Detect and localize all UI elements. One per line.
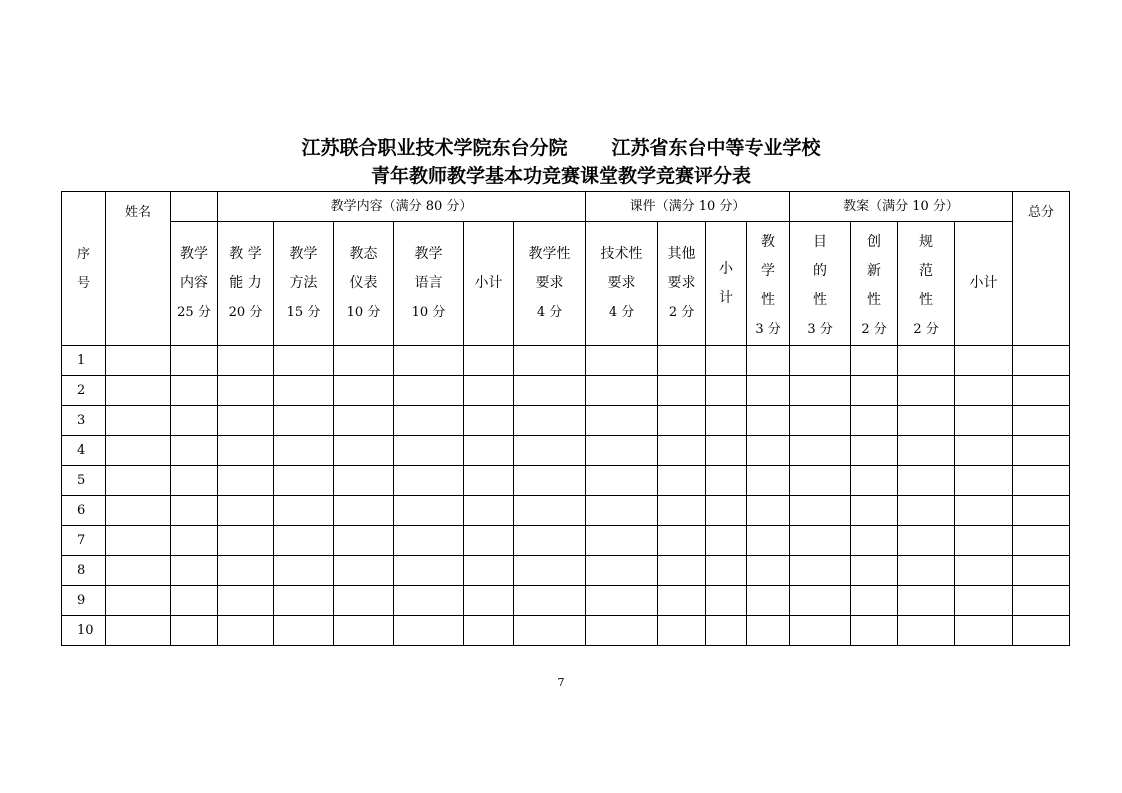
scoring-table <box>61 191 1070 646</box>
score-cell[interactable] <box>334 346 394 376</box>
score-cell[interactable] <box>790 556 851 586</box>
score-cell[interactable] <box>514 406 586 436</box>
score-cell[interactable] <box>706 406 747 436</box>
header-line: 的 <box>813 263 828 279</box>
score-cell[interactable] <box>334 556 394 586</box>
score-cell[interactable] <box>464 406 514 436</box>
header-line: 能 力 <box>229 275 262 291</box>
row-number: 10 <box>62 616 106 646</box>
score-cell[interactable] <box>898 466 955 496</box>
table-row <box>62 406 1070 436</box>
score-cell[interactable] <box>171 406 218 436</box>
score-cell[interactable] <box>747 616 790 646</box>
score-cell[interactable] <box>586 526 658 556</box>
score-cell[interactable] <box>106 556 171 586</box>
score-cell[interactable] <box>706 616 747 646</box>
row-number: 7 <box>62 526 106 556</box>
score-cell[interactable] <box>464 616 514 646</box>
score-cell[interactable] <box>394 376 464 406</box>
row-number: 5 <box>62 466 106 496</box>
score-cell[interactable] <box>394 346 464 376</box>
score-cell[interactable] <box>464 346 514 376</box>
header-line: 目 <box>813 234 828 250</box>
score-cell[interactable] <box>274 436 334 466</box>
score-cell[interactable] <box>747 346 790 376</box>
score-cell[interactable] <box>334 466 394 496</box>
score-cell[interactable] <box>658 526 706 556</box>
header-courseware-col-4 <box>706 222 747 346</box>
score-cell[interactable] <box>218 526 274 556</box>
table-row <box>62 496 1070 526</box>
score-cell[interactable] <box>658 376 706 406</box>
header-plan-col-1 <box>747 222 790 346</box>
score-cell[interactable] <box>851 616 898 646</box>
school-header <box>0 136 1122 160</box>
score-cell[interactable] <box>747 376 790 406</box>
header-group-courseware: 课件（满分 10 分） <box>586 192 790 222</box>
score-cell[interactable] <box>1013 526 1070 556</box>
header-blank <box>171 192 218 222</box>
score-cell[interactable] <box>586 556 658 586</box>
score-cell[interactable] <box>514 436 586 466</box>
score-cell[interactable] <box>394 586 464 616</box>
header-line: 学 <box>761 263 776 279</box>
score-cell[interactable] <box>394 616 464 646</box>
row-number: 3 <box>62 406 106 436</box>
score-cell[interactable] <box>334 616 394 646</box>
header-group-plan: 教案（满分 10 分） <box>790 192 1013 222</box>
header-line: 规 <box>919 234 934 250</box>
score-cell[interactable] <box>790 436 851 466</box>
score-cell[interactable] <box>171 376 218 406</box>
header-line: 要求 <box>607 275 636 291</box>
score-cell[interactable] <box>171 526 218 556</box>
score-cell[interactable] <box>706 526 747 556</box>
header-line: 20 分 <box>228 305 263 320</box>
header-content-col-2 <box>218 222 274 346</box>
score-cell[interactable] <box>658 346 706 376</box>
score-cell[interactable] <box>514 346 586 376</box>
header-content-col-6 <box>464 222 514 346</box>
score-cell[interactable] <box>790 526 851 556</box>
score-cell[interactable] <box>747 496 790 526</box>
score-cell[interactable] <box>586 616 658 646</box>
score-cell[interactable] <box>851 556 898 586</box>
score-cell[interactable] <box>274 556 334 586</box>
score-cell[interactable] <box>898 406 955 436</box>
header-index: 序 号 <box>62 192 106 346</box>
header-line: 内容 <box>180 275 208 291</box>
score-cell[interactable] <box>586 496 658 526</box>
header-line: 2 分 <box>861 322 887 337</box>
header-line: 教态 <box>349 246 378 262</box>
score-cell[interactable] <box>790 406 851 436</box>
score-cell[interactable] <box>464 526 514 556</box>
header-line: 教学 <box>414 246 443 262</box>
score-cell[interactable] <box>955 616 1013 646</box>
header-group-content: 教学内容（满分 80 分） <box>218 192 586 222</box>
table-row <box>62 586 1070 616</box>
score-cell[interactable] <box>898 436 955 466</box>
score-cell[interactable] <box>1013 376 1070 406</box>
score-cell[interactable] <box>218 556 274 586</box>
table-row <box>62 466 1070 496</box>
header-line: 10 分 <box>346 305 381 320</box>
score-cell[interactable] <box>851 586 898 616</box>
score-cell[interactable] <box>955 526 1013 556</box>
score-cell[interactable] <box>334 376 394 406</box>
score-cell[interactable] <box>218 586 274 616</box>
header-line: 性 <box>761 292 776 308</box>
header-content-col-5 <box>394 222 464 346</box>
score-cell[interactable] <box>274 406 334 436</box>
score-cell[interactable] <box>218 376 274 406</box>
table-row <box>62 616 1070 646</box>
score-cell[interactable] <box>955 496 1013 526</box>
score-cell[interactable] <box>1013 436 1070 466</box>
header-line: 4 分 <box>536 305 563 320</box>
row-number: 1 <box>62 346 106 376</box>
header-line: 2 分 <box>913 322 939 337</box>
score-cell[interactable] <box>790 376 851 406</box>
score-cell[interactable] <box>706 496 747 526</box>
score-cell[interactable] <box>955 466 1013 496</box>
header-name: 姓名 <box>106 192 171 346</box>
score-cell[interactable] <box>514 586 586 616</box>
score-cell[interactable] <box>790 466 851 496</box>
score-cell[interactable] <box>394 406 464 436</box>
row-number: 8 <box>62 556 106 586</box>
row-number: 6 <box>62 496 106 526</box>
score-cell[interactable] <box>898 376 955 406</box>
header-line: 小 <box>719 260 734 277</box>
header-line: 小计 <box>969 275 998 291</box>
score-cell[interactable] <box>898 556 955 586</box>
score-cell[interactable] <box>658 466 706 496</box>
header-courseware-col-2 <box>586 222 658 346</box>
score-cell[interactable] <box>106 406 171 436</box>
score-cell[interactable] <box>790 496 851 526</box>
header-line: 教 学 <box>229 246 262 262</box>
score-cell[interactable] <box>218 406 274 436</box>
header-line: 3 分 <box>807 322 833 337</box>
score-cell[interactable] <box>747 406 790 436</box>
header-total: 总分 <box>1013 192 1070 346</box>
table-body <box>62 192 1070 646</box>
score-cell[interactable] <box>851 466 898 496</box>
header-line: 创 <box>867 234 882 250</box>
score-cell[interactable] <box>514 466 586 496</box>
score-cell[interactable] <box>1013 406 1070 436</box>
score-cell[interactable] <box>274 616 334 646</box>
score-cell[interactable] <box>274 496 334 526</box>
score-cell[interactable] <box>955 556 1013 586</box>
table-row <box>62 436 1070 466</box>
college-name: 江苏联合职业技术学院东台分院 <box>301 137 568 159</box>
header-plan-col-5 <box>955 222 1013 346</box>
header-line: 语言 <box>414 275 443 291</box>
score-cell[interactable] <box>586 406 658 436</box>
score-cell[interactable] <box>955 436 1013 466</box>
score-cell[interactable] <box>334 586 394 616</box>
score-cell[interactable] <box>106 586 171 616</box>
header-line: 25 分 <box>177 305 211 320</box>
score-cell[interactable] <box>274 376 334 406</box>
score-cell[interactable] <box>394 436 464 466</box>
header-line: 技术性 <box>600 246 643 262</box>
header-line: 2 分 <box>668 305 695 320</box>
score-cell[interactable] <box>274 346 334 376</box>
score-cell[interactable] <box>706 346 747 376</box>
score-cell[interactable] <box>171 346 218 376</box>
header-line: 要求 <box>667 275 696 291</box>
row-number: 4 <box>62 436 106 466</box>
score-cell[interactable] <box>464 586 514 616</box>
score-cell[interactable] <box>955 406 1013 436</box>
score-cell[interactable] <box>898 526 955 556</box>
score-cell[interactable] <box>747 526 790 556</box>
score-cell[interactable] <box>514 526 586 556</box>
score-cell[interactable] <box>106 346 171 376</box>
score-cell[interactable] <box>218 466 274 496</box>
score-cell[interactable] <box>394 466 464 496</box>
score-cell[interactable] <box>334 406 394 436</box>
score-cell[interactable] <box>1013 616 1070 646</box>
score-cell[interactable] <box>586 346 658 376</box>
header-line: 其他 <box>667 246 696 262</box>
score-cell[interactable] <box>274 526 334 556</box>
score-cell[interactable] <box>898 346 955 376</box>
header-plan-col-3 <box>851 222 898 346</box>
score-cell[interactable] <box>106 466 171 496</box>
score-cell[interactable] <box>851 496 898 526</box>
score-cell[interactable] <box>274 586 334 616</box>
header-line: 性 <box>813 292 828 308</box>
score-cell[interactable] <box>586 376 658 406</box>
header-line: 3 分 <box>755 322 781 337</box>
score-cell[interactable] <box>106 376 171 406</box>
score-cell[interactable] <box>706 436 747 466</box>
score-cell[interactable] <box>218 346 274 376</box>
score-cell[interactable] <box>171 436 218 466</box>
score-cell[interactable] <box>218 616 274 646</box>
score-cell[interactable] <box>171 586 218 616</box>
score-cell[interactable] <box>171 556 218 586</box>
score-cell[interactable] <box>747 436 790 466</box>
score-cell[interactable] <box>658 556 706 586</box>
score-cell[interactable] <box>747 466 790 496</box>
score-cell[interactable] <box>898 616 955 646</box>
header-plan-col-2 <box>790 222 851 346</box>
score-cell[interactable] <box>514 496 586 526</box>
score-cell[interactable] <box>851 436 898 466</box>
score-cell[interactable] <box>106 616 171 646</box>
score-cell[interactable] <box>586 586 658 616</box>
header-line: 15 分 <box>286 305 321 320</box>
score-cell[interactable] <box>106 436 171 466</box>
score-cell[interactable] <box>955 346 1013 376</box>
table-row <box>62 526 1070 556</box>
score-cell[interactable] <box>218 496 274 526</box>
header-line: 仪表 <box>349 275 378 291</box>
score-cell[interactable] <box>171 496 218 526</box>
score-cell[interactable] <box>851 376 898 406</box>
score-cell[interactable] <box>790 346 851 376</box>
header-line: 要求 <box>535 275 564 291</box>
score-cell[interactable] <box>898 496 955 526</box>
header-plan-col-4 <box>898 222 955 346</box>
score-cell[interactable] <box>171 466 218 496</box>
form-title: 青年教师教学基本功竞赛课堂教学竞赛评分表 <box>370 165 751 187</box>
header-content-col-1 <box>171 222 218 346</box>
table-row <box>62 556 1070 586</box>
score-cell[interactable] <box>464 556 514 586</box>
score-cell[interactable] <box>747 556 790 586</box>
score-cell[interactable] <box>274 466 334 496</box>
score-cell[interactable] <box>658 406 706 436</box>
header-line: 教学 <box>180 246 208 262</box>
header-content-col-4 <box>334 222 394 346</box>
score-cell[interactable] <box>394 526 464 556</box>
score-cell[interactable] <box>586 436 658 466</box>
score-cell[interactable] <box>464 496 514 526</box>
score-cell[interactable] <box>747 586 790 616</box>
score-cell[interactable] <box>1013 346 1070 376</box>
score-cell[interactable] <box>106 526 171 556</box>
score-cell[interactable] <box>514 376 586 406</box>
header-line: 教 <box>761 234 776 250</box>
score-cell[interactable] <box>955 586 1013 616</box>
score-cell[interactable] <box>658 496 706 526</box>
header-courseware-col-1 <box>514 222 586 346</box>
page-number: 7 <box>557 676 565 689</box>
header-line: 计 <box>719 289 734 306</box>
score-cell[interactable] <box>1013 496 1070 526</box>
score-cell[interactable] <box>334 496 394 526</box>
table-row <box>62 376 1070 406</box>
score-cell[interactable] <box>1013 556 1070 586</box>
score-cell[interactable] <box>464 376 514 406</box>
header-line: 范 <box>919 263 934 279</box>
score-cell[interactable] <box>1013 586 1070 616</box>
score-cell[interactable] <box>790 616 851 646</box>
score-cell[interactable] <box>334 526 394 556</box>
header-line: 方法 <box>289 275 318 291</box>
score-cell[interactable] <box>464 436 514 466</box>
score-cell[interactable] <box>851 406 898 436</box>
table-row <box>62 346 1070 376</box>
score-cell[interactable] <box>106 496 171 526</box>
score-cell[interactable] <box>218 436 274 466</box>
score-cell[interactable] <box>706 556 747 586</box>
score-cell[interactable] <box>658 586 706 616</box>
score-cell[interactable] <box>171 616 218 646</box>
score-cell[interactable] <box>394 496 464 526</box>
score-cell[interactable] <box>851 346 898 376</box>
score-cell[interactable] <box>514 616 586 646</box>
header-line: 10 分 <box>411 305 446 320</box>
score-cell[interactable] <box>514 556 586 586</box>
score-cell[interactable] <box>658 616 706 646</box>
score-cell[interactable] <box>790 586 851 616</box>
score-cell[interactable] <box>706 466 747 496</box>
header-row-groups <box>62 192 1070 222</box>
score-cell[interactable] <box>851 526 898 556</box>
score-cell[interactable] <box>898 586 955 616</box>
row-number: 9 <box>62 586 106 616</box>
score-cell[interactable] <box>955 376 1013 406</box>
score-cell[interactable] <box>706 376 747 406</box>
header-content-col-3 <box>274 222 334 346</box>
header-line: 新 <box>867 263 882 279</box>
score-cell[interactable] <box>394 556 464 586</box>
header-line: 性 <box>919 292 934 308</box>
score-cell[interactable] <box>706 586 747 616</box>
score-cell[interactable] <box>658 436 706 466</box>
row-number: 2 <box>62 376 106 406</box>
score-cell[interactable] <box>464 466 514 496</box>
score-cell[interactable] <box>586 466 658 496</box>
score-cell[interactable] <box>334 436 394 466</box>
header-line: 4 分 <box>608 305 635 320</box>
header-line: 性 <box>867 292 882 308</box>
school-name: 江苏省东台中等专业学校 <box>611 137 821 159</box>
header-row-items <box>62 222 1070 346</box>
header-line: 小计 <box>474 275 503 291</box>
score-cell[interactable] <box>1013 466 1070 496</box>
header-line: 教学 <box>289 246 318 262</box>
header-courseware-col-3 <box>658 222 706 346</box>
header-line: 教学性 <box>528 246 571 262</box>
